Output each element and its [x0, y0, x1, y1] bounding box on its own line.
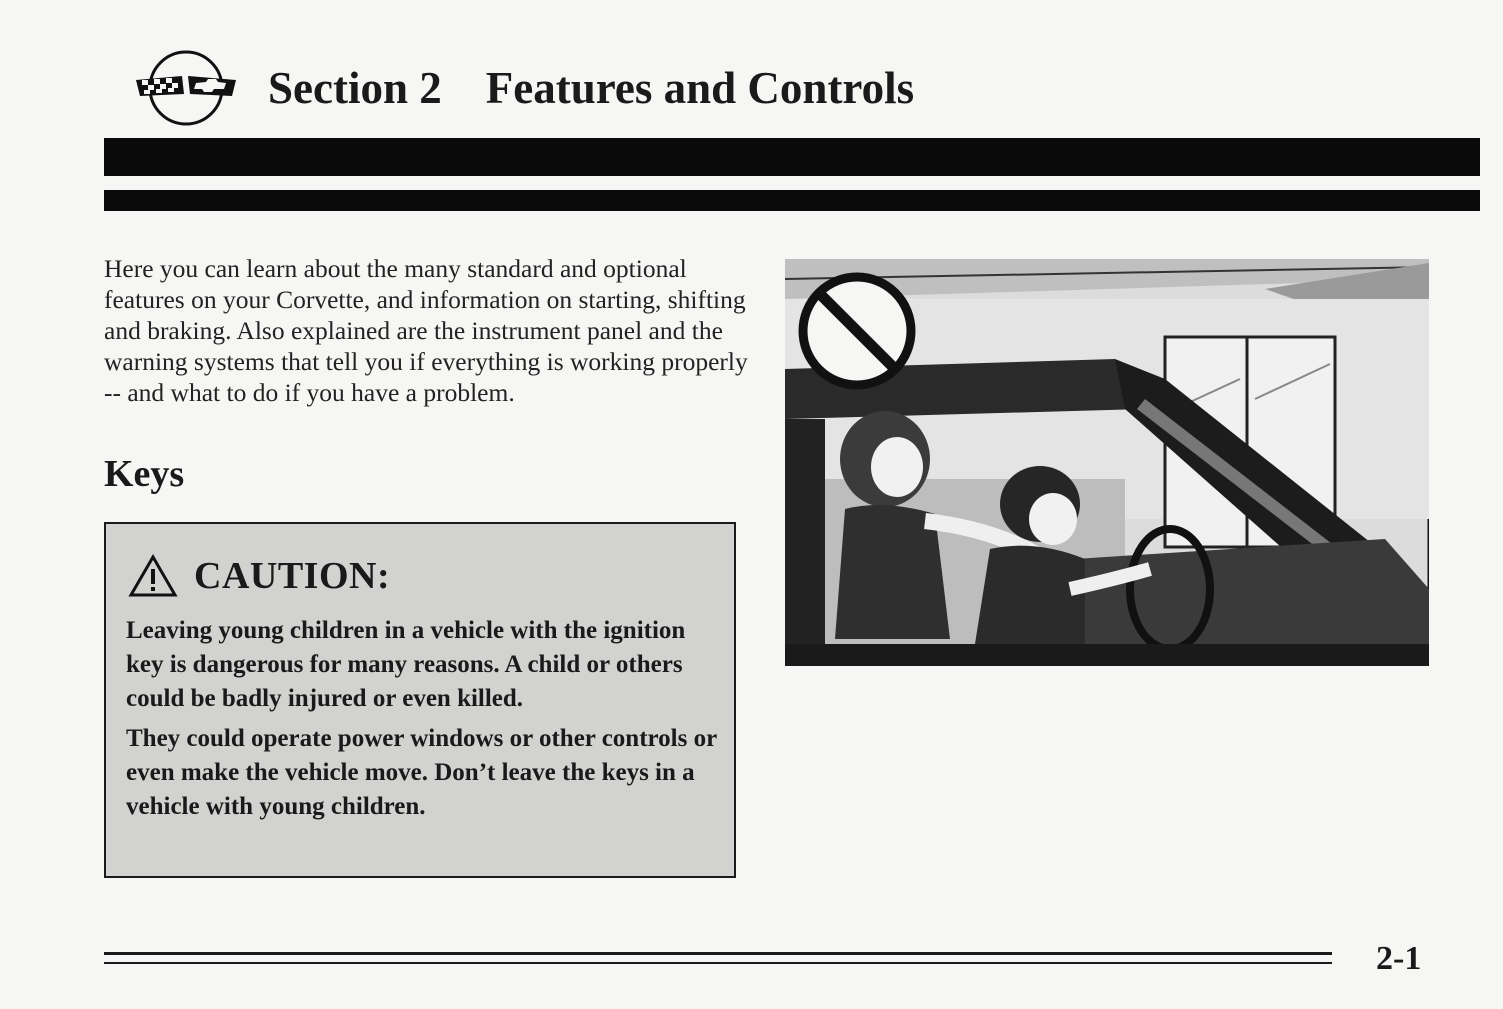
- corvette-logo-icon: [132, 50, 240, 130]
- children-in-car-illustration: [785, 259, 1429, 666]
- caution-text: [126, 614, 721, 830]
- header-bar-thin: [104, 190, 1480, 211]
- page-title: [268, 62, 914, 114]
- footer-rule: [104, 952, 1332, 955]
- keys-heading: Keys: [104, 453, 185, 495]
- prohibited-sign-icon: [803, 277, 911, 385]
- page-number: 2-1: [1376, 940, 1422, 977]
- section-title-text: Features and Controls: [485, 63, 915, 113]
- intro-paragraph: Here you can learn about the many standard and optional features on your Corvette, and information on starting, shifting and braking. Also explained are the instrument panel and the warning systems that tell you if everything is working properly -- and what to do if you have a problem.: [104, 254, 748, 407]
- footer-rule-thin: [104, 962, 1332, 964]
- caution-paragraph-1: Leaving young children in a vehicle with the ignition key is dangerous for many reasons. A child or others could be badly injured or even killed.: [126, 617, 686, 712]
- caution-header: [128, 554, 390, 598]
- section-number: Section 2: [268, 63, 442, 113]
- caution-label: CAUTION:: [194, 555, 391, 597]
- header-bar-thick: [104, 138, 1480, 176]
- caution-paragraph-2: They could operate power windows or other controls or even make the vehicle move. Don’t leave the keys in a vehicle with young children.: [126, 725, 717, 820]
- caution-box: [104, 522, 736, 878]
- warning-triangle-icon: [128, 554, 178, 598]
